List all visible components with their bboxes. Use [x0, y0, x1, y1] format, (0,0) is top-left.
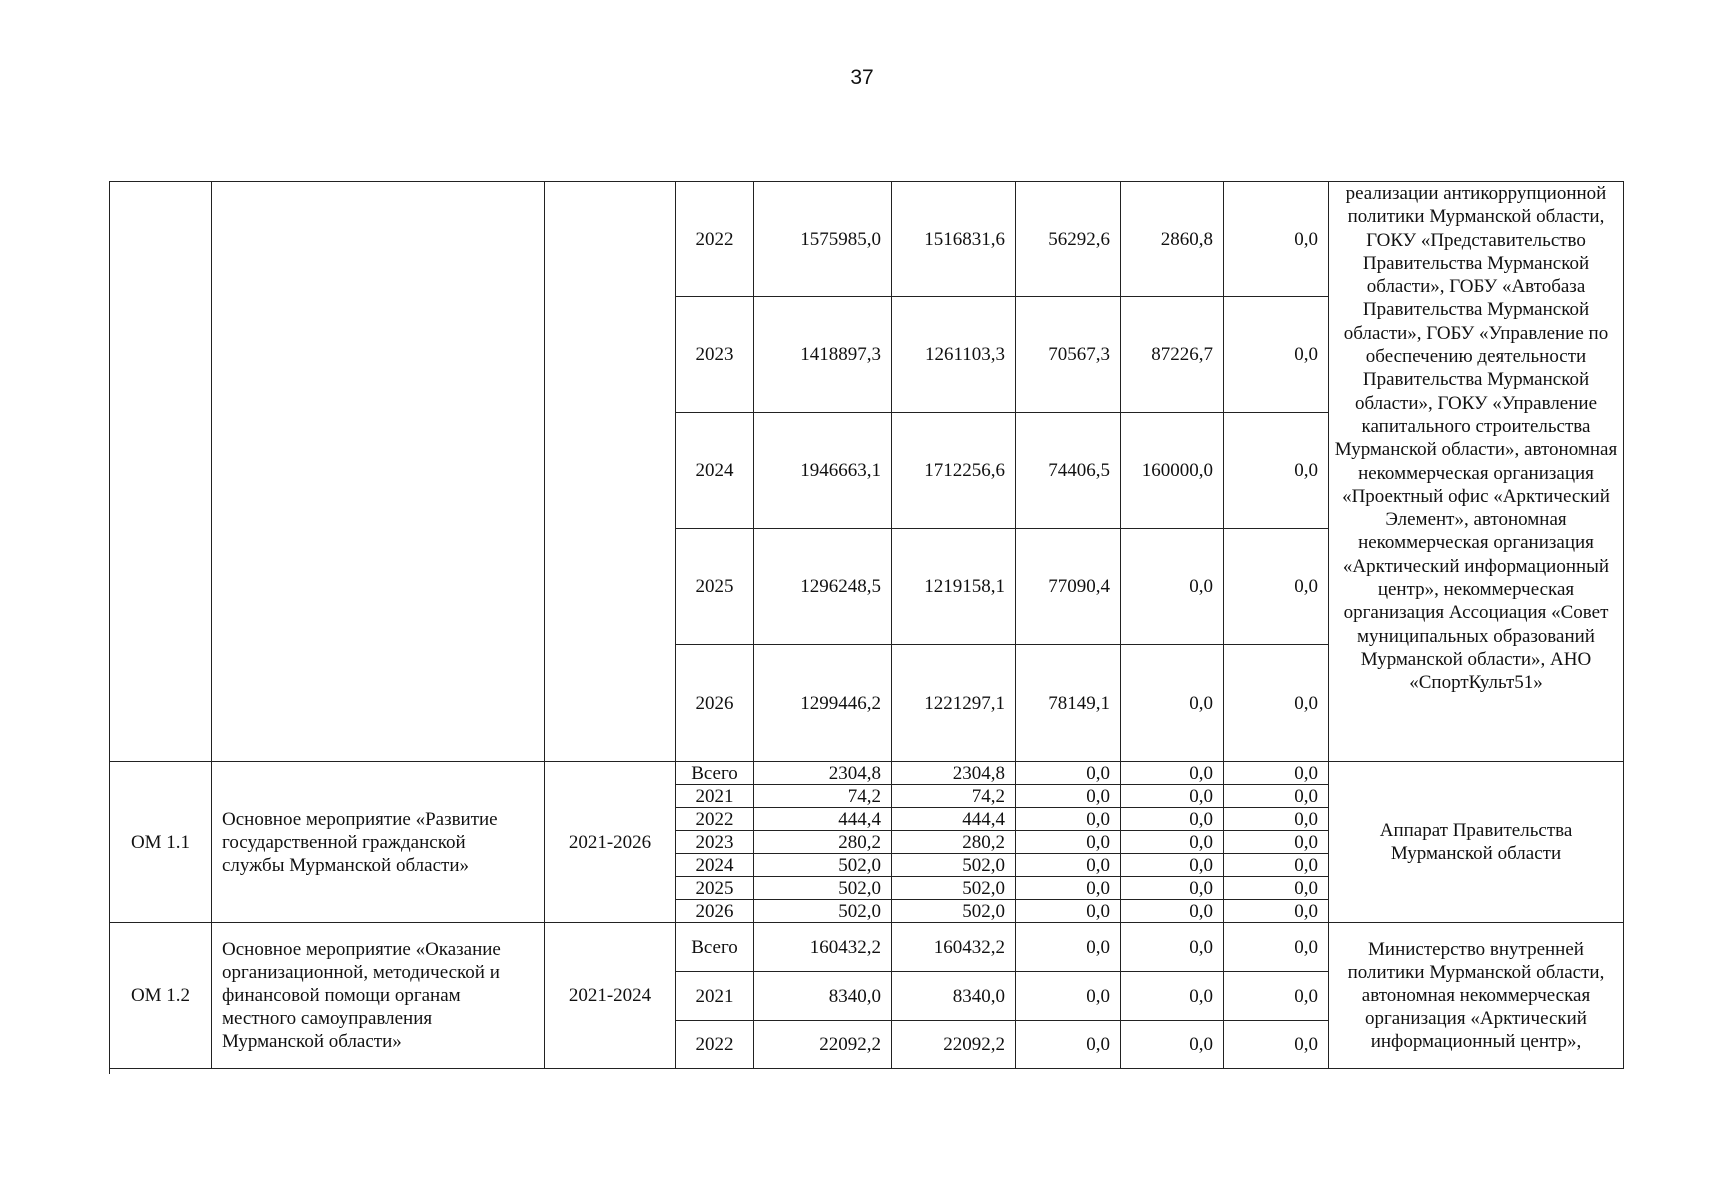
program-table — [109, 181, 1624, 1074]
om11-year-cell: 2026 — [676, 900, 754, 923]
section-a-year-cell: 2022 — [676, 182, 754, 297]
om11-federal-budget-cell: 0,0 — [1016, 831, 1121, 854]
om11-total-cell: 502,0 — [754, 854, 892, 877]
om11-other-sources-cell: 0,0 — [1224, 900, 1329, 923]
section-a-total-cell: 1296248,5 — [754, 529, 892, 645]
section-a-federal-budget-cell: 70567,3 — [1016, 297, 1121, 413]
om12-total-cell: 22092,2 — [754, 1021, 892, 1069]
om11-other-sources-cell: 0,0 — [1224, 785, 1329, 808]
om12-other-sources-cell: 0,0 — [1224, 972, 1329, 1021]
section-a-regional-budget-cell: 1712256,6 — [892, 413, 1016, 529]
om11-regional-budget-cell: 2304,8 — [892, 762, 1016, 785]
om12-regional-budget-cell: 160432,2 — [892, 923, 1016, 972]
responsible-executors-cell: реализации антикоррупционной политики Мурманской области, ГОКУ «Представительство Правительства Мурманской области», ГОБУ «Автобаза Правительства Мурманской области», ГОБУ «Управление по обеспечению деятельности Правительства Мурманской области», ГОКУ «Управление капитального строительства Мурманской области», автономная некоммерческая организация «Проектный офис «Арктический Элемент», автономная некоммерческая организация «Арктический информационный центр», некоммерческая организация Ассоциация «Совет муниципальных образований Мурманской области», АНО «СпортКульт51» — [1329, 182, 1624, 762]
om12-federal-budget-cell: 0,0 — [1016, 1021, 1121, 1069]
om11-total-cell: 74,2 — [754, 785, 892, 808]
period-cell-empty — [545, 182, 676, 762]
om12-year-cell: 2022 — [676, 1021, 754, 1069]
section-a-regional-budget-cell: 1516831,6 — [892, 182, 1016, 297]
om11-local-budget-cell: 0,0 — [1121, 831, 1224, 854]
section-a-regional-budget-cell: 1261103,3 — [892, 297, 1016, 413]
om11-total-cell: 502,0 — [754, 877, 892, 900]
om11-year-cell: 2021 — [676, 785, 754, 808]
om11-total-cell: 2304,8 — [754, 762, 892, 785]
section-a-federal-budget-cell: 78149,1 — [1016, 645, 1121, 762]
om12-regional-budget-cell: 22092,2 — [892, 1021, 1016, 1069]
om12-other-sources-cell: 0,0 — [1224, 1021, 1329, 1069]
om12-local-budget-cell: 0,0 — [1121, 1021, 1224, 1069]
om12-year-cell: 2021 — [676, 972, 754, 1021]
om11-local-budget-cell: 0,0 — [1121, 808, 1224, 831]
om11-regional-budget-cell: 444,4 — [892, 808, 1016, 831]
om11-name: Основное мероприятие «Развитие государственной гражданской службы Мурманской области» — [212, 762, 545, 923]
om11-regional-budget-cell: 502,0 — [892, 854, 1016, 877]
om11-local-budget-cell: 0,0 — [1121, 762, 1224, 785]
section-a-year-cell: 2025 — [676, 529, 754, 645]
section-a-total-cell: 1575985,0 — [754, 182, 892, 297]
section-a-local-budget-cell: 0,0 — [1121, 645, 1224, 762]
om12-local-budget-cell: 0,0 — [1121, 972, 1224, 1021]
section-a-other-sources-cell: 0,0 — [1224, 413, 1329, 529]
section-a-local-budget-cell: 87226,7 — [1121, 297, 1224, 413]
om11-federal-budget-cell: 0,0 — [1016, 854, 1121, 877]
om11-total-cell: 502,0 — [754, 900, 892, 923]
om11-other-sources-cell: 0,0 — [1224, 854, 1329, 877]
section-a-total-cell: 1946663,1 — [754, 413, 892, 529]
om11-year-cell: 2022 — [676, 808, 754, 831]
om11-responsible: Аппарат Правительства Мурманской области — [1329, 762, 1624, 923]
om12-code: ОМ 1.2 — [110, 923, 212, 1069]
om12-name: Основное мероприятие «Оказание организационной, методической и финансовой помощи органам местного самоуправления Мурманской области» — [212, 923, 545, 1069]
om12-year-cell: Всего — [676, 923, 754, 972]
section-a-other-sources-cell: 0,0 — [1224, 529, 1329, 645]
om12-federal-budget-cell: 0,0 — [1016, 972, 1121, 1021]
section-a-local-budget-cell: 160000,0 — [1121, 413, 1224, 529]
om11-local-budget-cell: 0,0 — [1121, 900, 1224, 923]
code-cell-empty — [110, 182, 212, 762]
section-a-year-cell: 2024 — [676, 413, 754, 529]
om11-federal-budget-cell: 0,0 — [1016, 785, 1121, 808]
om11-federal-budget-cell: 0,0 — [1016, 808, 1121, 831]
om11-federal-budget-cell: 0,0 — [1016, 900, 1121, 923]
om11-regional-budget-cell: 74,2 — [892, 785, 1016, 808]
section-a-total-cell: 1418897,3 — [754, 297, 892, 413]
om11-local-budget-cell: 0,0 — [1121, 785, 1224, 808]
om12-federal-budget-cell: 0,0 — [1016, 923, 1121, 972]
om11-year-cell: 2023 — [676, 831, 754, 854]
section-a-local-budget-cell: 2860,8 — [1121, 182, 1224, 297]
om11-local-budget-cell: 0,0 — [1121, 854, 1224, 877]
section-a-federal-budget-cell: 74406,5 — [1016, 413, 1121, 529]
om11-regional-budget-cell: 502,0 — [892, 877, 1016, 900]
om12-total-cell: 8340,0 — [754, 972, 892, 1021]
section-a-other-sources-cell: 0,0 — [1224, 297, 1329, 413]
om11-period: 2021-2026 — [545, 762, 676, 923]
section-a-regional-budget-cell: 1219158,1 — [892, 529, 1016, 645]
om11-code: ОМ 1.1 — [110, 762, 212, 923]
section-a-federal-budget-cell: 56292,6 — [1016, 182, 1121, 297]
om12-regional-budget-cell: 8340,0 — [892, 972, 1016, 1021]
om11-year-cell: Всего — [676, 762, 754, 785]
om11-other-sources-cell: 0,0 — [1224, 831, 1329, 854]
section-a-total-cell: 1299446,2 — [754, 645, 892, 762]
om11-federal-budget-cell: 0,0 — [1016, 877, 1121, 900]
om11-other-sources-cell: 0,0 — [1224, 762, 1329, 785]
section-a-regional-budget-cell: 1221297,1 — [892, 645, 1016, 762]
section-a-local-budget-cell: 0,0 — [1121, 529, 1224, 645]
section-a-year-cell: 2023 — [676, 297, 754, 413]
om11-regional-budget-cell: 280,2 — [892, 831, 1016, 854]
om11-federal-budget-cell: 0,0 — [1016, 762, 1121, 785]
om11-other-sources-cell: 0,0 — [1224, 877, 1329, 900]
om11-other-sources-cell: 0,0 — [1224, 808, 1329, 831]
om12-responsible: Министерство внутренней политики Мурманской области, автономная некоммерческая организация «Арктический информационный центр», — [1329, 923, 1624, 1069]
om11-regional-budget-cell: 502,0 — [892, 900, 1016, 923]
om11-total-cell: 444,4 — [754, 808, 892, 831]
om11-total-cell: 280,2 — [754, 831, 892, 854]
om12-local-budget-cell: 0,0 — [1121, 923, 1224, 972]
om12-period: 2021-2024 — [545, 923, 676, 1069]
page-number: 37 — [850, 66, 874, 89]
om11-year-cell: 2024 — [676, 854, 754, 877]
section-a-other-sources-cell: 0,0 — [1224, 645, 1329, 762]
om11-year-cell: 2025 — [676, 877, 754, 900]
om12-total-cell: 160432,2 — [754, 923, 892, 972]
section-a-year-cell: 2026 — [676, 645, 754, 762]
name-cell-empty — [212, 182, 545, 762]
om12-other-sources-cell: 0,0 — [1224, 923, 1329, 972]
section-a-other-sources-cell: 0,0 — [1224, 182, 1329, 297]
om11-local-budget-cell: 0,0 — [1121, 877, 1224, 900]
section-a-federal-budget-cell: 77090,4 — [1016, 529, 1121, 645]
